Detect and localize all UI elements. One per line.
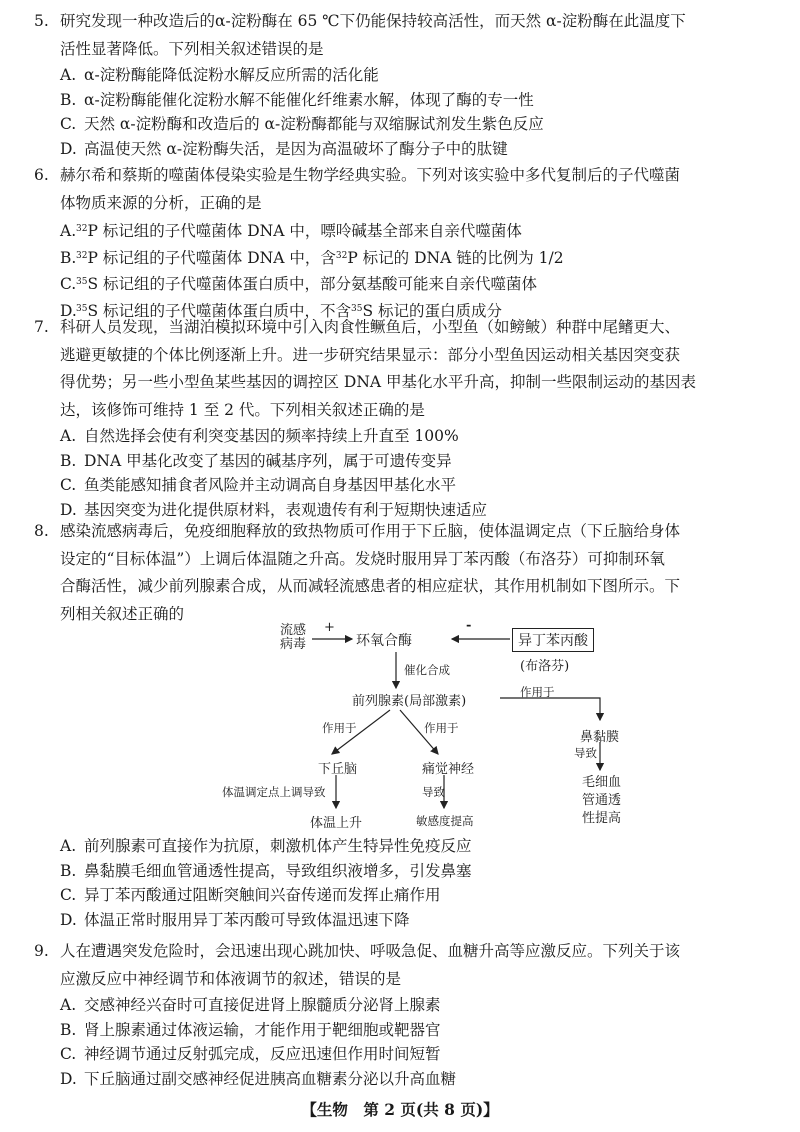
option-b: B. α-淀粉酶能催化淀粉水解不能催化纤维素水解，体现了酶的专一性 xyxy=(60,90,534,109)
setpoint-label: 体温调定点上调导致 xyxy=(222,785,326,799)
option-a: A. 前列腺素可直接作为抗原，刺激机体产生特异性免疫反应 xyxy=(60,837,472,855)
leads-to-label: 导致 xyxy=(422,785,445,799)
question-stem: 6. 赫尔希和蔡斯的噬菌体侵染实验是生物学经典实验。下列对该实验中多代复制后的子代噬菌 xyxy=(34,162,776,190)
sensory-nerve-label: 痛觉神经 xyxy=(422,762,475,777)
option-b: B. DNA 甲基化改变了基因的碱基序列，属于可遗传变异 xyxy=(60,451,452,470)
diagram-arrows xyxy=(200,622,640,832)
catalyze-label: 催化合成 xyxy=(404,663,450,677)
option-b: B.$^{32}$P 标记组的子代噬菌体 DNA 中，含$^{32}$P 标记的 DNA 链的比例为 1/2 xyxy=(60,248,564,267)
option-d: D. 下丘脑通过副交感神经促进胰高血糖素分泌以升高血糖 xyxy=(60,1069,457,1088)
question-number: 6. xyxy=(34,166,49,184)
hypothalamus-label: 下丘脑 xyxy=(318,762,358,777)
acts-on-label: 作用于 xyxy=(424,721,459,735)
question-5: 5. 研究发现一种改造后的α-淀粉酶在 65 ℃下仍能保持较高活性，而天然 α-淀粉酶在此温度下 活性显著降低。下列相关叙述错误的是 A. α-淀粉酶能降低淀粉水解反应所需的活化能 B. α-淀粉酶能催化淀粉水解不能催化纤维素水解，体现了酶的专一性 C. 天然 α-淀粉酶和改造后的 α-淀粉酶都能与双缩脲试剂发生紫色反应 D. 高温使天然 α-淀粉酶失活，是因为高温破坏了酶分子中的肽键 xyxy=(34,8,776,161)
drug-alias: (布洛芬) xyxy=(520,659,570,674)
question-number: 5. xyxy=(34,12,49,30)
option-c: C. 异丁苯丙酸通过阻断突触间兴奋传递而发挥止痛作用 xyxy=(60,886,441,904)
question-6: 6. 赫尔希和蔡斯的噬菌体侵染实验是生物学经典实验。下列对该实验中多代复制后的子代噬菌 体物质来源的分析，正确的是 A.$^{32}$P 标记组的子代噬菌体 DNA 中，嘌呤碱基全部来自亲代噬菌体 B.$^{32}$P 标记组的子代噬菌体 DNA 中，含$^{32}$P 标记的 DNA 链的比例为 1/2 C.$^{35}$S 标记组的子代噬菌体蛋白质中，部分氨基酸可能来自亲代噬菌体 D.$^{35}$S 标记组的子代噬菌体蛋白质中，不含$^{35}$S 标记的蛋白质成分 xyxy=(34,162,776,323)
option-d: D.$^{35}$S 标记组的子代噬菌体蛋白质中，不含$^{35}$S 标记的蛋白质成分 xyxy=(60,301,502,320)
leads-to-label: 导致 xyxy=(574,746,597,760)
pg-label: 前列腺素(局部激素) xyxy=(352,694,467,709)
question-8-options xyxy=(34,834,776,932)
question-number: 9. xyxy=(34,942,49,960)
option-c: C. 天然 α-淀粉酶和改造后的 α-淀粉酶都能与双缩脲试剂发生紫色反应 xyxy=(60,115,544,134)
option-b: B. 肾上腺素通过体液运输，才能作用于靶细胞或靶器官 xyxy=(60,1020,441,1039)
question-number: 7. xyxy=(34,318,49,336)
question-9: 9. 人在遭遇突发危险时，会迅速出现心跳加快、呼吸急促、血糖升高等应激反应。下列关于该 应激反应中神经调节和体液调节的叙述，错误的是 A. 交感神经兴奋时可直接促进肾上腺髓质分泌肾上腺素 B. 肾上腺素通过体液运输，才能作用于靶细胞或靶器官 C. 神经调节通过反射弧完成，反应迅速但作用时间短暂 D. 下丘脑通过副交感神经促进胰高血糖素分泌以升高血糖 xyxy=(34,938,776,1091)
option-d: D. 体温正常时服用异丁苯丙酸可导致体温迅速下降 xyxy=(60,910,410,929)
virus-label: 流感 病毒 xyxy=(280,623,307,652)
option-c: C.$^{35}$S 标记组的子代噬菌体蛋白质中，部分氨基酸可能来自亲代噬菌体 xyxy=(60,275,538,294)
minus-sign: - xyxy=(466,618,472,633)
option-c: C. 神经调节通过反射弧完成，反应迅速但作用时间短暂 xyxy=(60,1045,441,1064)
option-a: A. 交感神经兴奋时可直接促进肾上腺髓质分泌肾上腺素 xyxy=(60,996,441,1015)
question-number: 8. xyxy=(34,522,49,540)
option-a: A. 自然选择会使有利突变基因的频率持续上升直至 100% xyxy=(60,427,459,446)
acts-on-label: 作用于 xyxy=(322,721,357,735)
capillary-label: 毛细血 管通透 性提高 xyxy=(582,775,622,826)
acts-on-label: 作用于 xyxy=(520,685,555,699)
question-stem: 8. 感染流感病毒后，免疫细胞释放的致热物质可作用于下丘脑，使体温调定点（下丘脑给身体 xyxy=(34,518,776,546)
drug-box: 异丁苯丙酸 xyxy=(512,628,594,652)
question-8: 8. 感染流感病毒后，免疫细胞释放的致热物质可作用于下丘脑，使体温调定点（下丘脑给身体 设定的“目标体温”）上调后体温随之升高。发烧时服用异丁苯丙酸（布洛芬）可抑制环氧 合酶活性，减少前列腺素合成，从而减轻流感患者的相应症状，其作用机制如下图所示。下 列相关叙述正确的 xyxy=(34,518,776,628)
page-footer: 【生物 第 2 页(共 8 页)】 xyxy=(301,1100,499,1119)
arrow-pg-to-nasal xyxy=(500,698,600,720)
question-stem: 9. 人在遭遇突发危险时，会迅速出现心跳加快、呼吸急促、血糖升高等应激反应。下列关于该 xyxy=(34,938,776,966)
temp-up-label: 体温上升 xyxy=(310,816,363,831)
cox-label: 环氧合酶 xyxy=(356,633,412,649)
question-7: 7. 科研人员发现，当湖泊模拟环境中引入肉食性鳜鱼后，小型鱼（如鳑鲏）种群中尾鳍更大、 逃避更敏捷的个体比例逐渐上升。进一步研究结果显示：部分小型鱼因运动相关基因突变获 得优势；另一些小型鱼某些基因的调控区 DNA 甲基化水平升高，抑制一些限制运动的基因表 达，该修饰可维持 1 至 2 代。下列相关叙述正确的是 A. 自然选择会使有利突变基因的频率持续上升直至 100% B. DNA 甲基化改变了基因的碱基序列，属于可遗传变异 C. 鱼类能感知捕食者风险并主动调高自身基因甲基化水平 D. 基因突变为进化提供原材料，表观遗传有利于短期快速适应 xyxy=(34,314,776,522)
option-c: C. 鱼类能感知捕食者风险并主动调高自身基因甲基化水平 xyxy=(60,476,457,495)
mechanism-diagram xyxy=(200,618,640,832)
option-d: D. 基因突变为进化提供原材料，表观遗传有利于短期快速适应 xyxy=(60,500,488,519)
option-b: B. 鼻黏膜毛细血管通透性提高，导致组织液增多，引发鼻塞 xyxy=(60,861,472,880)
option-d: D. 高温使天然 α-淀粉酶失活，是因为高温破坏了酶分子中的肽键 xyxy=(60,139,508,158)
plus-sign: + xyxy=(324,620,335,635)
option-a: A.$^{32}$P 标记组的子代噬菌体 DNA 中，嘌呤碱基全部来自亲代噬菌体 xyxy=(60,222,522,241)
question-stem: 5. 研究发现一种改造后的α-淀粉酶在 65 ℃下仍能保持较高活性，而天然 α-淀粉酶在此温度下 xyxy=(34,8,776,36)
option-a: A. α-淀粉酶能降低淀粉水解反应所需的活化能 xyxy=(60,66,379,85)
nasal-label: 鼻黏膜 xyxy=(580,730,620,745)
sensitivity-up-label: 敏感度提高 xyxy=(416,814,474,828)
question-stem: 7. 科研人员发现，当湖泊模拟环境中引入肉食性鳜鱼后，小型鱼（如鳑鲏）种群中尾鳍更大、 xyxy=(34,314,776,342)
